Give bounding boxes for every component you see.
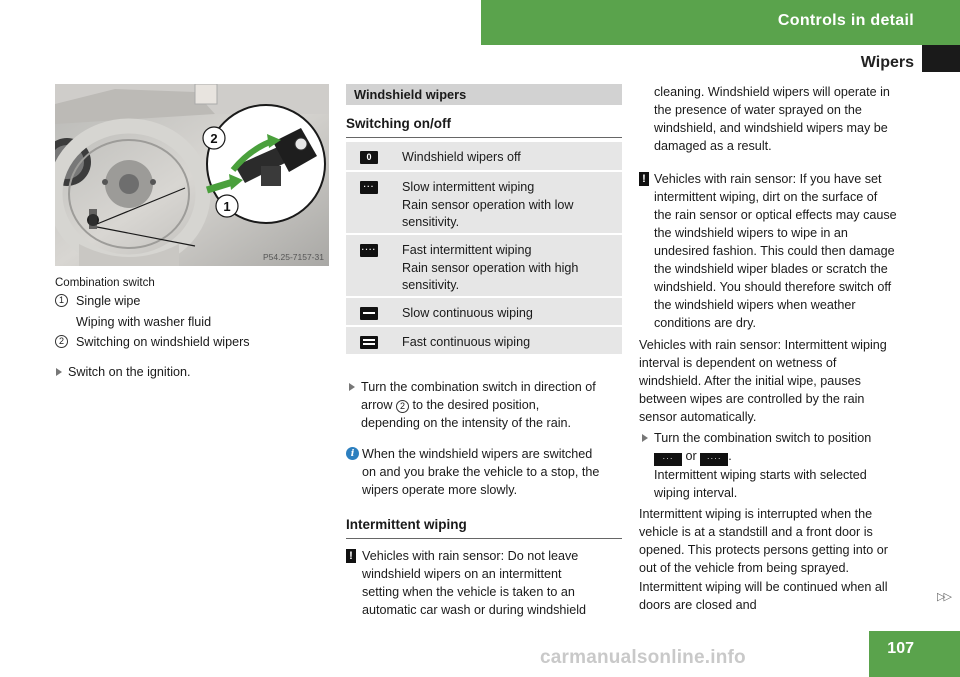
note-line: the presence of water sprayed on the xyxy=(654,103,862,117)
note-line: When the windshield wipers are switched xyxy=(362,447,593,461)
legend-item xyxy=(55,292,335,313)
legend-text: Single wipe xyxy=(76,294,141,308)
step-line: Turn the combination switch to position xyxy=(654,431,872,445)
paragraph-line: Intermittent wiping will be continued when all xyxy=(639,580,888,594)
table-row xyxy=(346,327,622,354)
slow-continuous-symbol-icon xyxy=(360,307,378,320)
step-line: wiping interval. xyxy=(654,486,738,500)
subsection-heading: Switching on/off xyxy=(346,115,622,138)
paragraph-line: doors are closed and xyxy=(639,598,757,612)
note-line: undesired fashion. This could then damage xyxy=(654,244,895,258)
svg-text:2: 2 xyxy=(210,131,218,146)
svg-text:1: 1 xyxy=(223,199,231,214)
topic-title: Wipers xyxy=(860,54,914,71)
watermark: carmanualsonline.info xyxy=(540,647,746,668)
step-line: Turn the combination switch in direction of xyxy=(361,380,596,394)
legend-text: Wiping with washer fluid xyxy=(76,314,212,329)
section-heading: Windshield wipers xyxy=(346,84,622,105)
table-row xyxy=(346,172,622,233)
page-number-box xyxy=(869,631,960,677)
figure-caption: Combination switch xyxy=(55,277,155,289)
arrow-number: 2 xyxy=(396,400,409,413)
combination-switch-illustration xyxy=(55,84,329,266)
table-cell: Rain sensor operation with low xyxy=(402,197,574,212)
legend-number: 1 xyxy=(55,294,68,307)
note-line: Vehicles with rain sensor: If you have set xyxy=(654,172,882,186)
instruction-step: Switch on the ignition. xyxy=(55,363,191,381)
info-icon: i xyxy=(346,447,359,460)
paragraph-line: vehicle is at a standstill and a front door is xyxy=(639,525,873,539)
legend-item xyxy=(55,333,335,354)
warning-note xyxy=(639,170,919,332)
paragraph xyxy=(639,578,919,614)
paragraph-line: interval is dependent on wetness of xyxy=(639,356,837,370)
step-line: Intermittent wiping starts with selected xyxy=(654,468,867,482)
note-line: the windshield wiper blades or scratch the xyxy=(654,262,888,276)
note-line: automatic car wash or during windshield xyxy=(362,603,587,617)
note-line: cleaning. Windshield wipers will operate in xyxy=(654,85,890,99)
slow-intermittent-symbol-icon: ··· xyxy=(360,181,378,194)
table-cell: Slow intermittent wiping xyxy=(402,180,535,194)
callout-1 xyxy=(216,195,238,217)
warning-icon: ! xyxy=(639,172,649,186)
paragraph-line: between wipes are controlled by the rain xyxy=(639,392,865,406)
paragraph-line: Vehicles with rain sensor: Intermittent wiping xyxy=(639,338,887,352)
warning-note xyxy=(346,547,626,619)
note-line: the windshield wipers to wipe in an xyxy=(654,226,848,240)
step-text: to the desired position, xyxy=(412,398,540,412)
step-text: . xyxy=(728,449,732,463)
combination-switch-figure xyxy=(55,84,329,266)
note-line: setting when the vehicle is taken to an xyxy=(362,585,575,599)
table-cell: Rain sensor operation with high xyxy=(402,260,579,275)
callout-2 xyxy=(203,127,225,149)
instruction-step xyxy=(346,378,626,432)
note-line: conditions are dry. xyxy=(654,316,756,330)
header-corner-block xyxy=(922,45,960,72)
fast-intermittent-symbol-icon: ···· xyxy=(360,244,378,257)
section-title: Controls in detail xyxy=(777,12,914,29)
continued-arrow-icon: ▷▷ xyxy=(937,591,950,603)
fast-continuous-symbol-icon xyxy=(360,336,378,349)
table-row xyxy=(346,142,622,170)
fast-intermittent-symbol-icon: ···· xyxy=(700,453,728,466)
note-line: the rain sensor or optical effects may cause xyxy=(654,208,897,222)
legend-number: 2 xyxy=(55,335,68,348)
step-line xyxy=(361,396,626,414)
note-line: windshield. You should therefore switch off xyxy=(654,280,892,294)
table-row xyxy=(346,298,622,325)
step-text: or xyxy=(685,449,697,463)
note-line: on and you brake the vehicle to a stop, the xyxy=(362,465,600,479)
note-line: damaged as a result. xyxy=(654,139,772,153)
figure-code: P54.25-7157-31 xyxy=(263,252,324,262)
note-line: windshield, and windshield wipers may be xyxy=(654,121,888,135)
legend-item xyxy=(55,313,335,334)
step-text: arrow xyxy=(361,398,393,412)
table-cell: sensitivity. xyxy=(402,215,460,230)
note-line: Vehicles with rain sensor: Do not leave xyxy=(362,549,579,563)
wiper-off-symbol-icon: 0 xyxy=(360,151,378,164)
paragraph-line: Intermittent wiping is interrupted when the xyxy=(639,507,873,521)
warning-icon: ! xyxy=(346,549,356,563)
paragraph-line: out of the vehicle from being sprayed. xyxy=(639,561,850,575)
wiper-positions-table xyxy=(346,142,622,356)
table-cell: Slow continuous wiping xyxy=(402,306,533,320)
table-cell: sensitivity. xyxy=(402,278,460,293)
warning-note-continued xyxy=(639,83,919,155)
note-line: intermittent wiping, dirt on the surface of xyxy=(654,190,878,204)
step-line: depending on the intensity of the rain. xyxy=(361,416,572,430)
subsection-heading: Intermittent wiping xyxy=(346,516,622,539)
paragraph-line: sensor automatically. xyxy=(639,410,757,424)
instruction-step xyxy=(639,429,919,502)
step-line xyxy=(654,447,919,466)
slow-intermittent-symbol-icon: ··· xyxy=(654,453,682,466)
figure-legend xyxy=(55,292,335,354)
table-cell: Fast intermittent wiping xyxy=(402,243,532,257)
table-cell: Windshield wipers off xyxy=(402,150,521,164)
paragraph-line: windshield. After the initial wipe, pauses xyxy=(639,374,861,388)
table-row xyxy=(346,235,622,296)
note-line: the windshield wipers when weather xyxy=(654,298,856,312)
legend-text: Switching on windshield wipers xyxy=(76,335,250,349)
page-number: 107 xyxy=(887,640,914,657)
paragraph-line: opened. This protects persons getting into or xyxy=(639,543,888,557)
note-line: wipers operate more slowly. xyxy=(362,483,518,497)
table-cell: Fast continuous wiping xyxy=(402,335,531,349)
info-note xyxy=(346,445,626,499)
note-line: windshield wipers on an intermittent xyxy=(362,567,562,581)
paragraph xyxy=(639,336,919,426)
paragraph xyxy=(639,505,919,577)
